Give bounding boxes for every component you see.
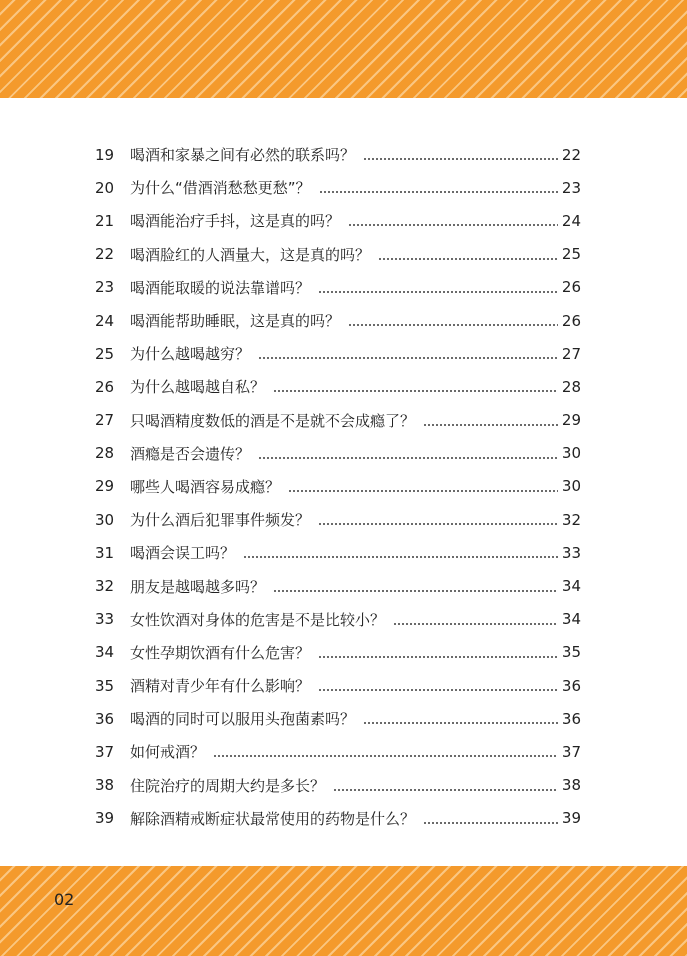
toc-entry-page: 36: [561, 676, 581, 695]
toc-entry-number: 27: [95, 411, 115, 430]
toc-entry-number: 38: [95, 776, 115, 795]
toc-entry[interactable]: [95, 271, 581, 304]
toc-entry-number: 19: [95, 145, 115, 164]
toc-entry[interactable]: [95, 204, 581, 237]
toc-entry[interactable]: [95, 370, 581, 403]
toc-entry[interactable]: [95, 304, 581, 337]
toc-entry-page: 37: [561, 742, 581, 761]
toc-entry[interactable]: [95, 735, 581, 768]
toc-leader-dots: [423, 424, 558, 426]
toc-entry[interactable]: [95, 536, 581, 569]
toc-entry[interactable]: [95, 636, 581, 669]
toc-leader-dots: [273, 390, 558, 392]
toc-entry[interactable]: [95, 769, 581, 802]
top-decorative-band: [0, 0, 687, 98]
toc-entry-page: 38: [561, 776, 581, 795]
toc-entry[interactable]: [95, 337, 581, 370]
toc-entry[interactable]: [95, 437, 581, 470]
toc-entry-title: 为什么酒后犯罪事件频发？: [130, 511, 311, 530]
toc-entry-page: 33: [561, 543, 581, 562]
toc-entry-title: 哪些人喝酒容易成瘾？: [130, 477, 281, 496]
toc-entry-title: 喝酒的同时可以服用头孢菌素吗？: [130, 710, 356, 729]
toc-entry-page: 29: [561, 411, 581, 430]
toc-entry-number: 33: [95, 610, 115, 629]
toc-entry-number: 22: [95, 245, 115, 264]
toc-entry-title: 喝酒能帮助睡眠，这是真的吗？: [130, 312, 341, 331]
toc-leader-dots: [363, 722, 558, 724]
toc-entry-number: 30: [95, 510, 115, 529]
toc-entry-number: 21: [95, 211, 115, 230]
toc-entry-page: 26: [561, 278, 581, 297]
toc-entry-title: 解除酒精戒断症状最常使用的药物是什么？: [130, 809, 416, 828]
toc-leader-dots: [258, 457, 558, 459]
toc-entry[interactable]: [95, 503, 581, 536]
toc-entry-number: 37: [95, 742, 115, 761]
toc-entry[interactable]: [95, 404, 581, 437]
toc-entry-page: 30: [561, 477, 581, 496]
toc-entry-title: 喝酒和家暴之间有必然的联系吗？: [130, 146, 356, 165]
toc-entry-title: 朋友是越喝越多吗？: [130, 577, 266, 596]
toc-leader-dots: [348, 224, 558, 226]
toc-entry-title: 如何戒酒？: [130, 743, 206, 762]
toc-leader-dots: [318, 291, 558, 293]
toc-entry-number: 35: [95, 676, 115, 695]
toc-leader-dots: [378, 258, 558, 260]
toc-entry-title: 喝酒脸红的人酒量大，这是真的吗？: [130, 245, 371, 264]
toc-entry-number: 23: [95, 278, 115, 297]
toc-entry-number: 31: [95, 543, 115, 562]
toc-entry-title: 喝酒会误工吗？: [130, 544, 236, 563]
toc-entry[interactable]: [95, 702, 581, 735]
toc-entry-page: 28: [561, 377, 581, 396]
toc-leader-dots: [319, 191, 558, 193]
toc-leader-dots: [318, 523, 558, 525]
toc-entry-number: 28: [95, 444, 115, 463]
toc-entry[interactable]: [95, 802, 581, 835]
toc-entry-title: 喝酒能治疗手抖，这是真的吗？: [130, 212, 341, 231]
toc-entry-title: 酒瘾是否会遗传？: [130, 444, 251, 463]
table-of-contents: [95, 138, 581, 835]
toc-entry-title: 喝酒能取暖的说法靠谱吗？: [130, 278, 311, 297]
toc-entry-title: 女性孕期饮酒有什么危害？: [130, 643, 311, 662]
toc-entry[interactable]: [95, 569, 581, 602]
toc-leader-dots: [363, 158, 558, 160]
toc-entry-page: 22: [561, 145, 581, 164]
toc-entry-number: 36: [95, 709, 115, 728]
toc-entry-page: 27: [561, 344, 581, 363]
toc-entry-number: 26: [95, 377, 115, 396]
toc-entry-page: 30: [561, 444, 581, 463]
toc-leader-dots: [318, 656, 558, 658]
page-number: 02: [54, 890, 75, 909]
toc-entry-page: 24: [561, 211, 581, 230]
toc-entry[interactable]: [95, 603, 581, 636]
toc-entry[interactable]: [95, 470, 581, 503]
toc-entry[interactable]: [95, 138, 581, 171]
toc-entry-page: 34: [561, 577, 581, 596]
toc-leader-dots: [348, 324, 558, 326]
toc-entry-page: 35: [561, 643, 581, 662]
toc-entry[interactable]: [95, 171, 581, 204]
toc-entry-title: 女性饮酒对身体的危害是不是比较小？: [130, 610, 386, 629]
toc-entry-page: 23: [561, 178, 581, 197]
toc-leader-dots: [243, 556, 558, 558]
toc-entry-number: 39: [95, 809, 115, 828]
toc-entry[interactable]: [95, 669, 581, 702]
toc-leader-dots: [423, 822, 558, 824]
toc-entry-page: 36: [561, 709, 581, 728]
toc-entry-number: 24: [95, 311, 115, 330]
toc-entry-page: 32: [561, 510, 581, 529]
toc-entry-number: 32: [95, 577, 115, 596]
toc-entry-page: 34: [561, 610, 581, 629]
toc-entry-page: 25: [561, 245, 581, 264]
toc-leader-dots: [318, 689, 558, 691]
toc-entry-number: 25: [95, 344, 115, 363]
bottom-decorative-band: [0, 866, 687, 956]
toc-entry-number: 20: [95, 178, 115, 197]
toc-leader-dots: [333, 789, 558, 791]
toc-entry-title: 为什么越喝越穷？: [130, 345, 251, 364]
toc-entry-number: 34: [95, 643, 115, 662]
toc-entry-title: 为什么越喝越自私？: [130, 378, 266, 397]
toc-entry-title: 住院治疗的周期大约是多长？: [130, 776, 326, 795]
toc-leader-dots: [213, 755, 558, 757]
toc-leader-dots: [273, 590, 558, 592]
toc-entry-page: 26: [561, 311, 581, 330]
toc-entry-title: 为什么“借酒消愁愁更愁”？: [130, 179, 311, 198]
toc-entry[interactable]: [95, 238, 581, 271]
toc-entry-page: 39: [561, 809, 581, 828]
toc-entry-title: 酒精对青少年有什么影响？: [130, 677, 311, 696]
toc-leader-dots: [258, 357, 558, 359]
toc-leader-dots: [393, 623, 558, 625]
toc-entry-title: 只喝酒精度数低的酒是不是就不会成瘾了？: [130, 411, 416, 430]
toc-leader-dots: [288, 490, 558, 492]
toc-entry-number: 29: [95, 477, 115, 496]
